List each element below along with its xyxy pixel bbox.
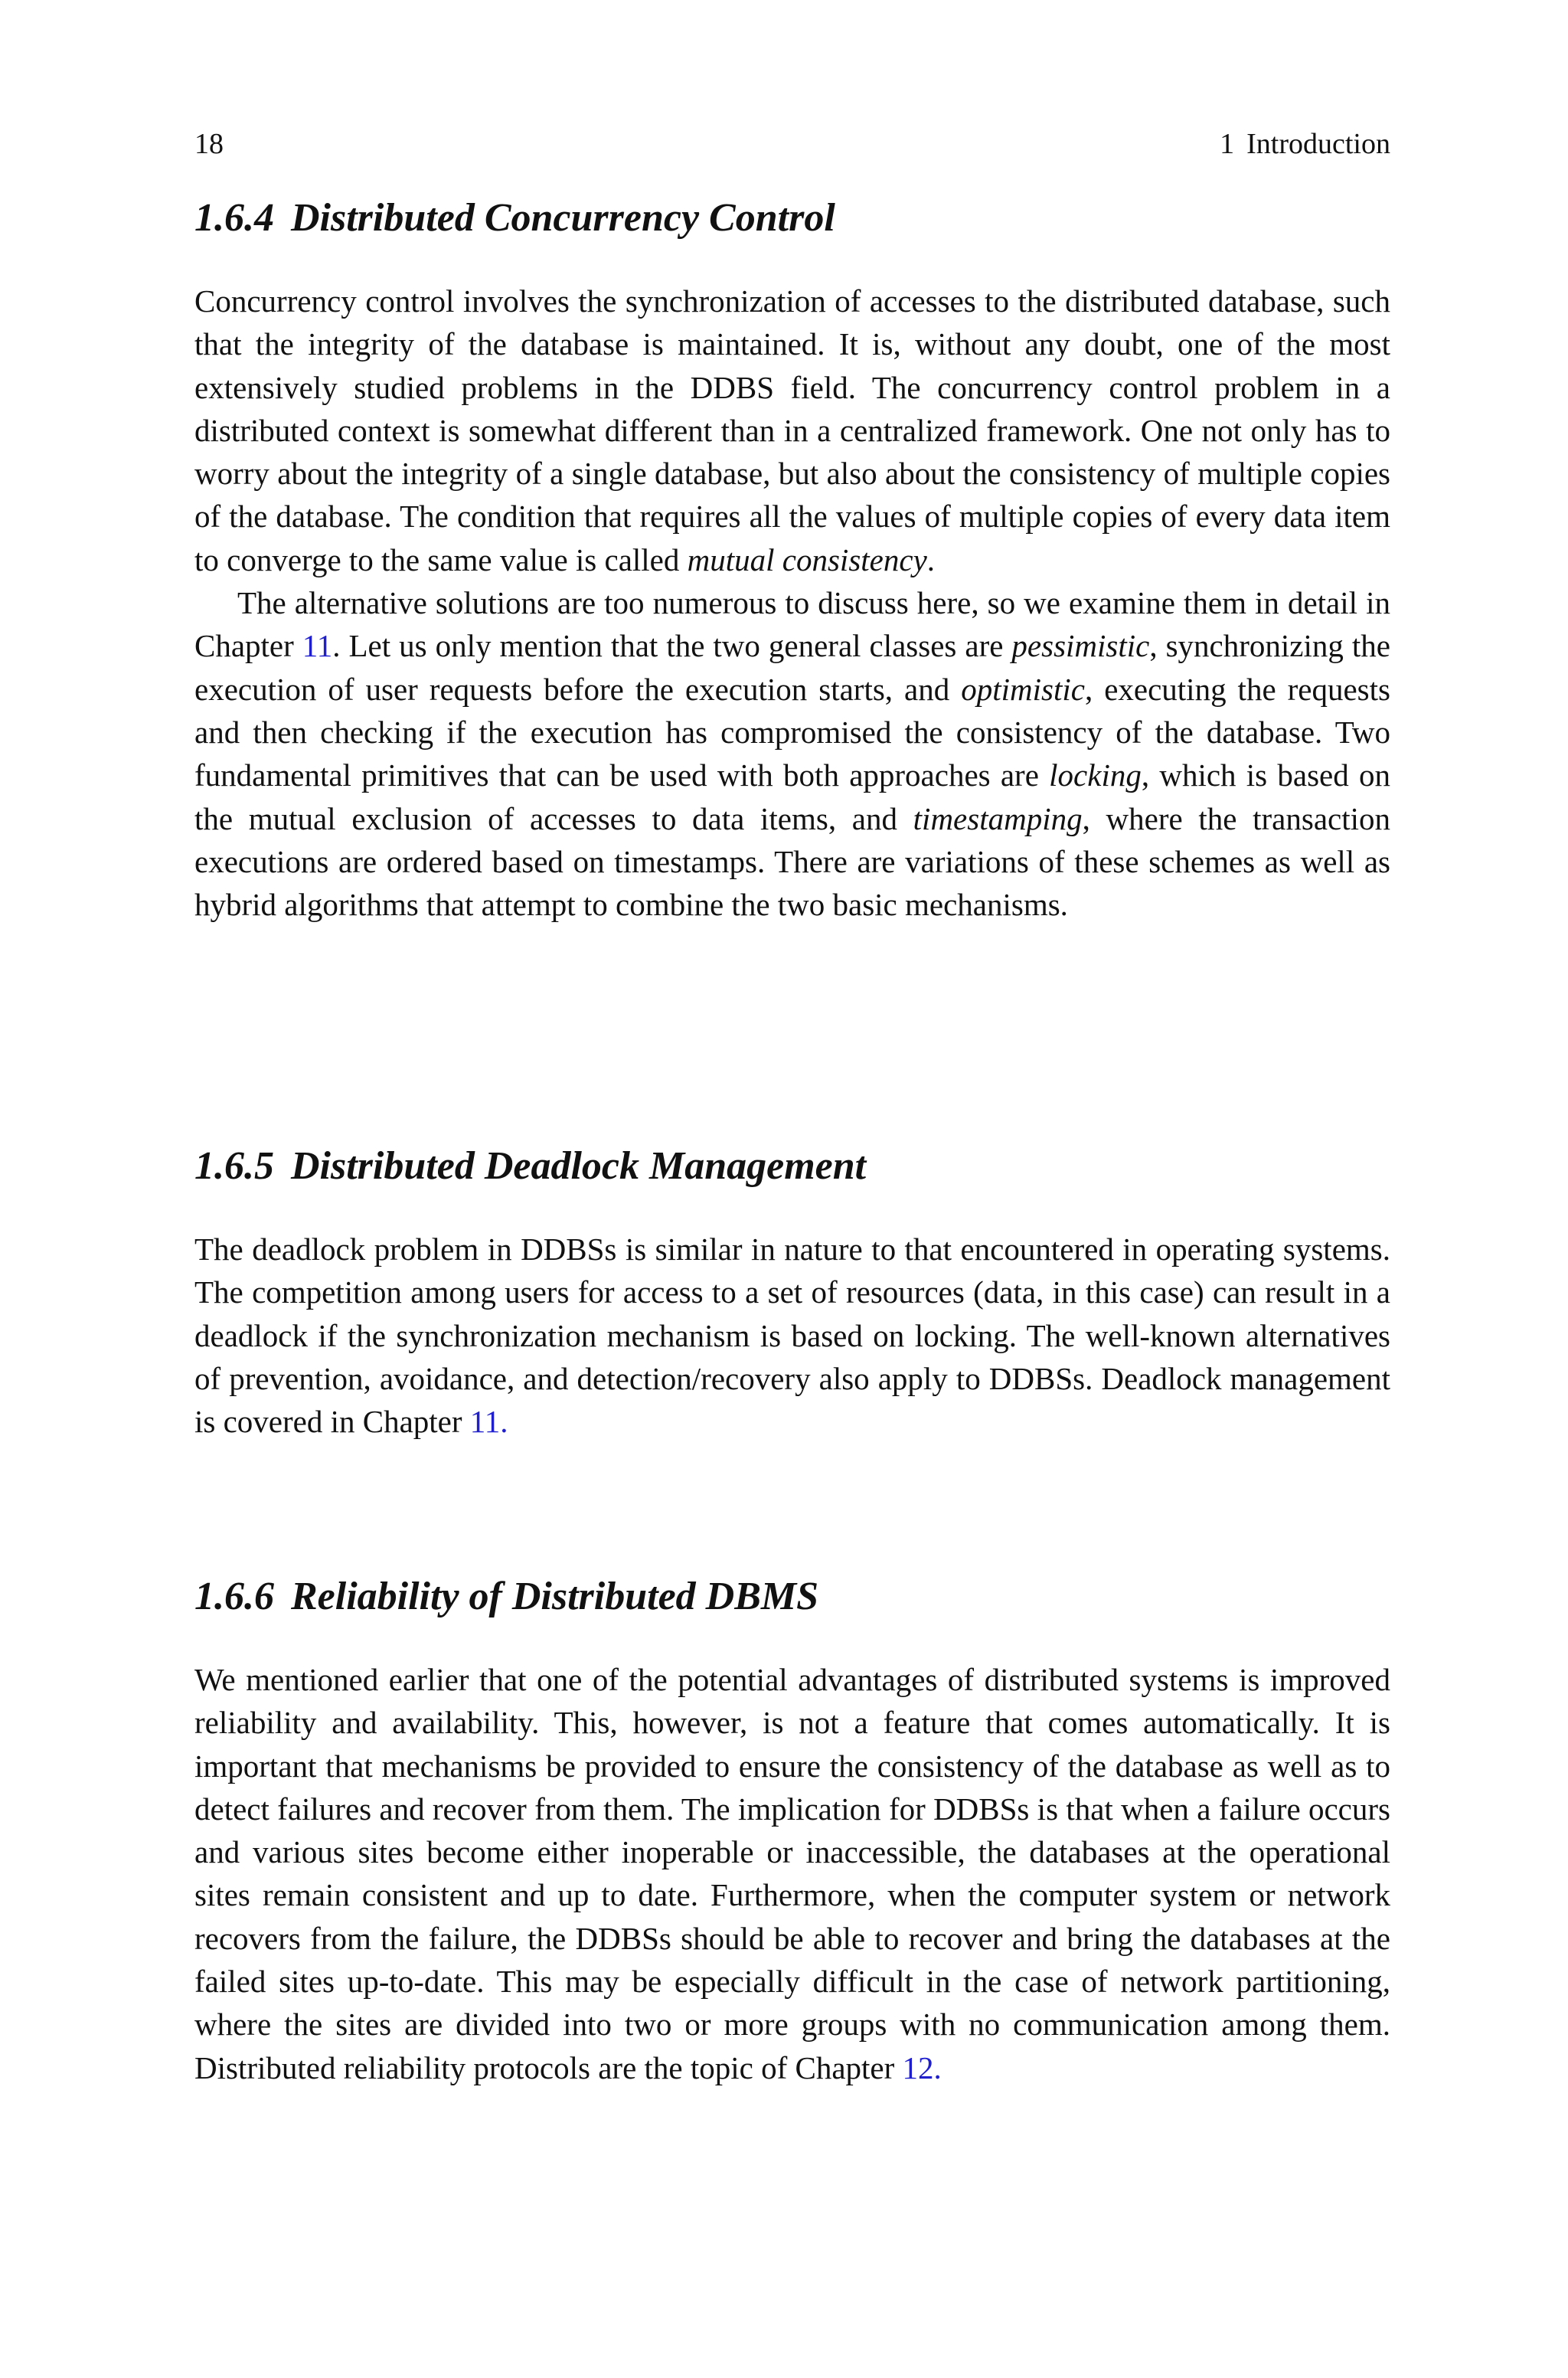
chapter-link[interactable]: 12. xyxy=(902,2049,942,2085)
emphasis-term: pessimistic xyxy=(1011,628,1150,664)
emphasis-term: timestamping xyxy=(913,800,1083,836)
paragraph xyxy=(194,1658,1390,2089)
section-number: 1.6.5 xyxy=(194,1144,274,1188)
chapter-number: 1 xyxy=(1220,128,1235,160)
chapter-running-title xyxy=(1220,123,1390,165)
section-title: Distributed Concurrency Control xyxy=(291,196,835,240)
paragraph-text: We mentioned earlier that one of the potential advantages of distributed systems is improved reliability and availability. This, however, is not a feature that comes automatically. It is important that mechanisms be provided to ensure the consistency of the database as well as to detect failures and recover from them. The implication for DDBSs is that when a failure occurs and various sites become either inoperable or inaccessible, the databases at the operational sites remain consistent and up to date. Furthermore, when the computer system or network recovers from the failure, the DDBSs should be able to recover and bring the databases at the failed sites up-to-date. This may be especially difficult in the case of network partitioning, where the sites are divided into two or more groups with no communication among them. Distributed reliability protocols are the topic of Chapter xyxy=(194,1662,1390,2085)
emphasis-term: mutual consistency xyxy=(687,541,927,577)
section-1-6-6 xyxy=(194,1570,1390,2089)
paragraph xyxy=(194,280,1390,581)
chapter-link[interactable]: 11. xyxy=(469,1404,508,1440)
paragraph-text: . xyxy=(926,541,936,577)
section-body xyxy=(194,1658,1390,2089)
section-number: 1.6.6 xyxy=(194,1575,274,1618)
page-number: 18 xyxy=(194,128,224,160)
section-body xyxy=(194,1228,1390,1443)
section-heading xyxy=(194,1140,1390,1193)
chapter-title: Introduction xyxy=(1246,128,1390,160)
paragraph-text: , where the transaction executions are ordered based on timestamps. There are variations of these schemes as well as hybrid algorithms that attempt to combine the two basic mechanisms. xyxy=(194,800,1390,923)
paragraph-text: . Let us only mention that the two general classes are xyxy=(332,628,1012,664)
paragraph-text: , synchronizing the execution of user requests before the execution starts, and xyxy=(194,628,1390,707)
paragraph xyxy=(194,1228,1390,1443)
section-heading xyxy=(194,191,1390,245)
paragraph-text: , executing the requests and then checking if the execution has compromised the consistency of the database. Two fundamental primitives that can be used with both approaches are xyxy=(194,671,1390,793)
emphasis-term: locking xyxy=(1049,757,1142,793)
section-title: Reliability of Distributed DBMS xyxy=(291,1575,819,1618)
chapter-link[interactable]: 11 xyxy=(302,628,333,664)
emphasis-term: optimistic xyxy=(961,671,1085,707)
running-header xyxy=(194,123,1390,165)
section-number: 1.6.4 xyxy=(194,196,274,240)
paragraph-text: Concurrency control involves the synchronization of accesses to the distributed database, such that the integrity of the database is maintained. It is, without any doubt, one of the most extensively studied problems in the DDBS field. The concurrency control problem in a distributed context is somewhat different than in a centralized framework. One not only has to worry about the integrity of a single database, but also about the consistency of multiple copies of the database. The condition that requires all the values of multiple copies of every data item to converge to the same value is called xyxy=(194,283,1390,577)
paragraph-text: , which is based on the mutual exclusion of accesses to data items, and xyxy=(194,757,1390,836)
section-1-6-5 xyxy=(194,1140,1390,1443)
paragraph xyxy=(194,581,1390,926)
section-body xyxy=(194,280,1390,926)
paragraph-text: The alternative solutions are too numerous to discuss here, so we examine them in detail in Chapter xyxy=(194,585,1390,664)
section-title: Distributed Deadlock Management xyxy=(291,1144,867,1188)
section-1-6-4 xyxy=(194,191,1390,926)
paragraph-text: The deadlock problem in DDBSs is similar in nature to that encountered in operating systems. The competition among users for access to a set of resources (data, in this case) can result in a deadlock if the synchronization mechanism is based on locking. The well-known alternatives of prevention, avoidance, and detection/recovery also apply to DDBSs. Deadlock management is covered in Chapter xyxy=(194,1232,1390,1440)
section-heading xyxy=(194,1570,1390,1624)
